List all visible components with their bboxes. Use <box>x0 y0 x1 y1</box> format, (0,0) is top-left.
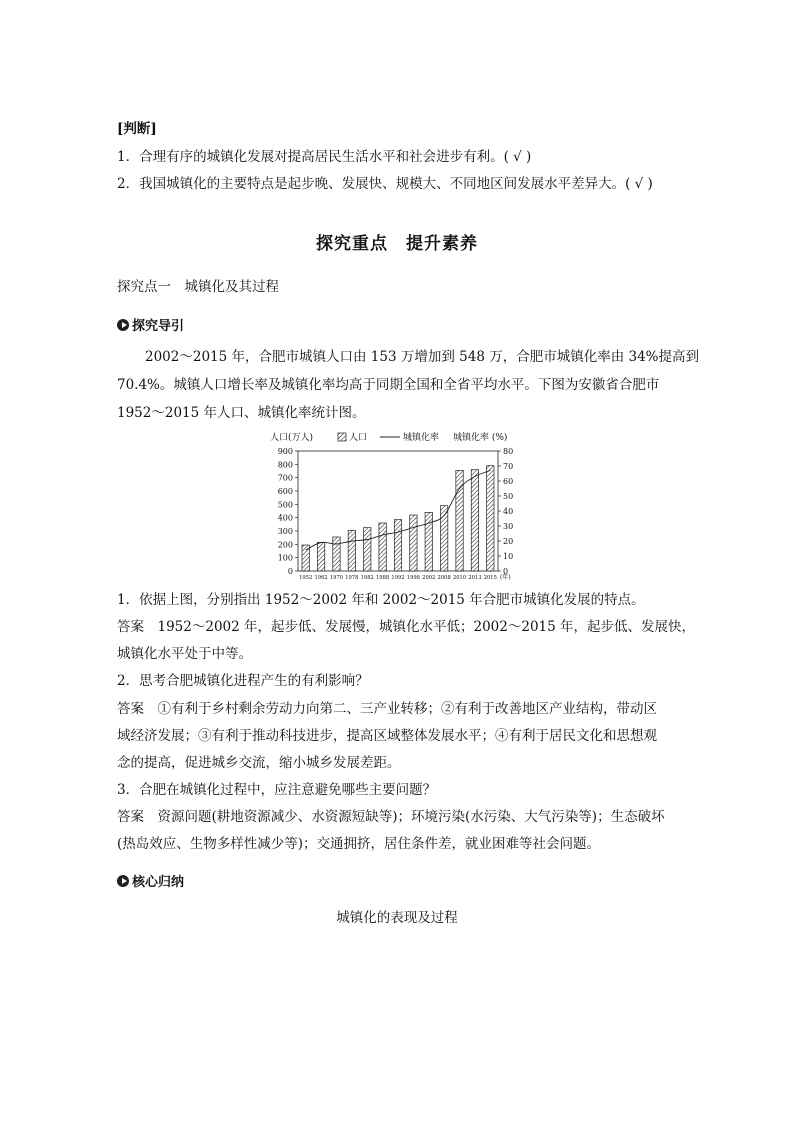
y-left-tick-label: 300 <box>277 527 293 536</box>
core-title: 城镇化的表现及过程 <box>336 910 458 926</box>
q1-answer-1: 答案 1952～2002 年，起步低、发展慢，城镇化水平低；2002～2015 年，起步低、发展快， <box>117 619 696 635</box>
y-left-tick-label: 900 <box>277 447 293 456</box>
y-left-tick-label: 0 <box>287 567 293 576</box>
y-left-tick-label: 600 <box>277 487 293 496</box>
y-right-tick-label: 60 <box>503 477 514 486</box>
population-bar <box>471 470 478 571</box>
population-bar <box>364 528 371 571</box>
section-title: 探究重点 提升素养 <box>316 234 478 254</box>
guide-label: 探究导引 <box>132 319 185 334</box>
judge-item-2: 2．我国城镇化的主要特点是起步晚、发展快、规模大、不同地区间发展水平差异大。( √ ) <box>117 176 653 192</box>
core-heading <box>117 873 184 892</box>
y-right-tick-label: 30 <box>503 522 514 531</box>
y-right-tick-label: 80 <box>503 447 514 456</box>
y-right-tick-label: 70 <box>503 462 514 471</box>
x-tick-label: 1988 <box>376 575 390 581</box>
y-left-tick-label: 500 <box>277 500 293 510</box>
y-right-tick-label: 0 <box>503 567 509 576</box>
q2-question: 2．思考合肥城镇化进程产生的有利影响？ <box>117 673 369 689</box>
population-bar <box>379 523 386 571</box>
x-tick-label: 2013 <box>468 575 482 581</box>
y-left-label: 人口(万人) <box>270 433 314 443</box>
q2-answer-1: 答案 ①有利于乡村剩余劳动力向第二、三产业转移；②有利于改善地区产业结构，带动区 <box>117 701 657 717</box>
y-right-tick-label: 40 <box>503 507 514 516</box>
population-bar <box>317 542 324 571</box>
intro-line-2: 70.4%。城镇人口增长率及城镇化率均高于同期全国和全省平均水平。下图为安徽省合肥市 <box>117 377 660 393</box>
y-left-tick-label: 800 <box>277 460 293 470</box>
y-right-tick-label: 50 <box>503 492 514 501</box>
q1-answer-2: 城镇化水平处于中等。 <box>117 646 252 662</box>
guide-heading <box>117 317 184 336</box>
population-bar <box>487 466 494 571</box>
x-tick-label: 1978 <box>345 575 359 581</box>
population-bar <box>394 520 401 571</box>
x-unit-label: (年) <box>500 574 511 581</box>
q1-question: 1．依据上图，分别指出 1952～2002 年和 2002～2015 年合肥市城镇化发展的特点。 <box>117 592 645 608</box>
q2-answer-2: 域经济发展；③有利于推动科技进步，提高区域整体发展水平；④有利于居民文化和思想观 <box>117 728 657 744</box>
q3-answer-2: (热岛效应、生物多样性减少等)；交通拥挤，居住条件差，就业困难等社会问题。 <box>117 836 601 852</box>
x-tick-label: 1998 <box>406 575 420 581</box>
population-bar <box>333 537 340 571</box>
population-bar <box>425 512 432 571</box>
y-left-tick-label: 200 <box>277 540 293 550</box>
judge-item-1: 1．合理有序的城镇化发展对提高居民生活水平和社会进步有利。( √ ) <box>117 149 532 165</box>
legend-line-label: 城镇化率 <box>403 433 440 443</box>
y-right-tick-label: 10 <box>503 552 514 561</box>
x-tick-label: 2008 <box>437 575 451 581</box>
y-right-label: 城镇化率 (%) <box>453 433 508 443</box>
y-left-tick-label: 100 <box>277 553 293 563</box>
x-tick-label: 1962 <box>314 575 328 581</box>
q3-question: 3．合肥在城镇化过程中，应注意避免哪些主要问题？ <box>117 782 437 798</box>
population-bar <box>410 515 417 571</box>
play-circle-icon <box>117 319 129 331</box>
x-tick-label: 1952 <box>299 575 313 581</box>
core-label: 核心归纳 <box>132 875 185 890</box>
legend-bar-label: 人口 <box>349 433 368 443</box>
y-right-tick-label: 20 <box>503 537 514 546</box>
point-title: 探究点一 城镇化及其过程 <box>117 279 279 295</box>
x-tick-label: 2010 <box>452 575 467 581</box>
play-circle-icon <box>117 875 129 887</box>
x-tick-label: 2015 <box>483 575 497 581</box>
x-tick-label: 1992 <box>391 575 405 581</box>
x-tick-label: 2002 <box>422 575 436 581</box>
q3-answer-1: 答案 资源问题(耕地资源减少、水资源短缺等)；环境污染(水污染、大气污染等)；生态破坏 <box>117 809 665 825</box>
judge-label: [判断] <box>117 121 157 137</box>
population-urbanization-chart <box>268 428 532 584</box>
intro-line-1: 2002～2015 年，合肥市城镇人口由 153 万增加到 548 万，合肥市城镇化率由 34%提高到 <box>145 349 700 365</box>
intro-line-3: 1952～2015 年人口、城镇化率统计图。 <box>117 405 366 421</box>
legend-bar-swatch <box>338 433 346 441</box>
x-tick-label: 1982 <box>360 575 374 581</box>
y-left-tick-label: 400 <box>277 513 293 523</box>
population-bar <box>348 530 355 571</box>
q2-answer-3: 念的提高，促进城乡交流，缩小城乡发展差距。 <box>117 755 401 771</box>
x-tick-label: 1970 <box>329 575 344 581</box>
y-left-tick-label: 700 <box>277 473 293 483</box>
